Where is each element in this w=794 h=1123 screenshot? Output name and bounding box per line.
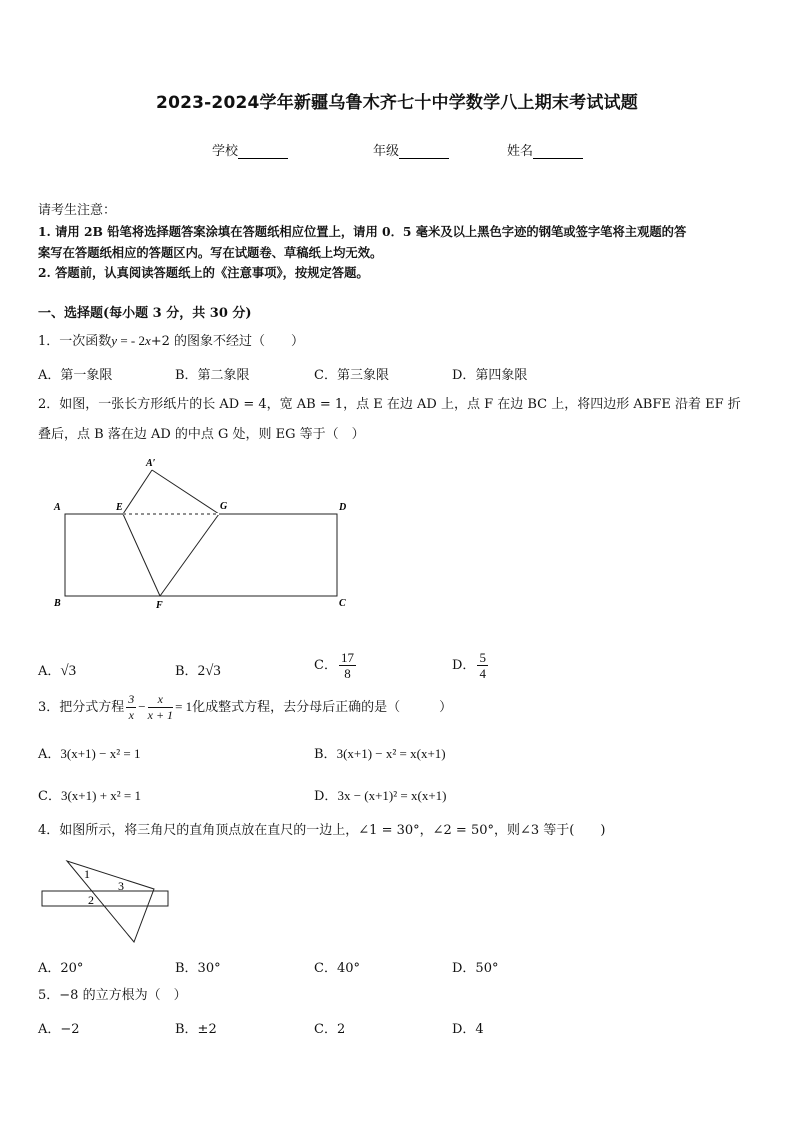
q2-segment-ea (123, 470, 152, 514)
q3-option-d-text: 3x − (x+1)² = x(x+1) (337, 788, 447, 803)
name-field (507, 140, 583, 159)
q2-option-d[interactable] (452, 650, 490, 681)
q4-ruler (42, 891, 168, 906)
q2-option-b[interactable] (175, 660, 221, 680)
q3-stem-pre: 3．把分式方程 (38, 700, 125, 715)
q2-option-c-num: 17 (340, 650, 354, 665)
q1-stem-post: +2 的图象不经过（ ） (150, 334, 305, 349)
q3-fraction-1 (126, 692, 136, 723)
q2-option-c[interactable] (314, 650, 358, 681)
school-field (212, 140, 288, 159)
q3-minus: − (138, 699, 146, 714)
q2-option-d-num: 5 (479, 650, 486, 665)
q1-stem (38, 331, 304, 352)
q2-stem-line-1: 2．如图，一张长方形纸片的长 AD = 4，宽 AB = 1，点 E 在边 AD 上，点 F 在边 BC 上，将四边形 ABFE 沿着 EF 折 (38, 397, 741, 412)
q3-option-a[interactable] (38, 743, 140, 762)
name-blank[interactable] (533, 145, 583, 159)
q3-fraction-2 (148, 692, 173, 723)
grade-label: 年级 (373, 144, 400, 159)
school-label: 学校 (212, 144, 239, 159)
q4-angle-3: 3 (118, 879, 124, 893)
q5-option-d[interactable]: D．4 (452, 1022, 484, 1037)
q3-option-c[interactable] (38, 785, 141, 804)
q3-option-b[interactable] (314, 743, 446, 762)
q3-stem-post: 化成整式方程，去分母后正确的是（ ） (192, 700, 453, 715)
q5-option-a[interactable]: A．−2 (38, 1022, 80, 1037)
page-title: 2023-2024学年新疆乌鲁木齐七十中学数学八上期末考试试题 (156, 93, 638, 113)
school-blank[interactable] (238, 145, 288, 159)
q2-option-b-value: 2√3 (197, 663, 221, 679)
q2-label-a: A (54, 502, 61, 513)
q2-option-d-den: 4 (479, 666, 486, 681)
q3-option-a-label: A． (38, 747, 61, 762)
q4-stem: 4．如图所示，将三角尺的直角顶点放在直尺的一边上，∠1 = 30°，∠2 = 50°，则∠3 等于( ) (38, 823, 606, 838)
q4-triangle (67, 861, 154, 942)
q1-var-x: x (144, 333, 151, 348)
q2-rectangle (65, 514, 337, 596)
q4-option-d[interactable]: D．50° (452, 961, 499, 976)
q2-option-c-den: 8 (344, 666, 351, 681)
q1-option-c[interactable]: C．第三象限 (314, 368, 389, 383)
grade-blank[interactable] (399, 145, 449, 159)
q3-option-d[interactable] (314, 785, 446, 804)
q3-f1-num: 3 (128, 692, 135, 706)
q3-f1-den: x (128, 708, 134, 722)
q2-option-b-label: B． (175, 664, 198, 679)
q1-stem-mid: = - 2 (117, 333, 145, 348)
q2-label-c: C (339, 598, 346, 609)
section-heading: 一、选择题(每小题 3 分，共 30 分) (38, 306, 252, 321)
q2-segment-ag (152, 470, 219, 514)
q2-option-a[interactable] (38, 660, 76, 680)
q1-var-y: y (111, 333, 118, 348)
q3-option-c-label: C． (38, 789, 61, 804)
q2-option-a-label: A． (38, 664, 61, 679)
q2-label-d: D (339, 502, 347, 513)
q3-f2-num: x (148, 692, 173, 708)
q2-label-g: G (220, 501, 228, 512)
q1-option-a[interactable]: A．第一象限 (38, 368, 113, 383)
q3-equals: = 1 (175, 699, 193, 714)
notice-line-2: 案写在答题纸相应的答题区内。写在试题卷、草稿纸上均无效。 (38, 245, 383, 260)
notice-line-3: 2. 答题前，认真阅读答题纸上的《注意事项》，按规定答题。 (38, 265, 369, 280)
q1-option-d[interactable]: D．第四象限 (452, 368, 528, 383)
q4-angle-2: 2 (88, 893, 94, 907)
q2-option-c-fraction (339, 650, 356, 681)
q3-option-d-label: D． (314, 789, 338, 804)
q1-stem-pre: 1．一次函数 (38, 334, 112, 349)
q4-figure (38, 855, 178, 947)
q3-option-c-text: 3(x+1) + x² = 1 (60, 788, 142, 803)
q2-stem-line-2: 叠后，点 B 落在边 AD 的中点 G 处，则 EG 等于（ ） (38, 427, 365, 442)
q5-option-b[interactable]: B．±2 (175, 1022, 217, 1037)
q5-option-c[interactable]: C．2 (314, 1022, 346, 1037)
q3-option-b-label: B． (314, 747, 337, 762)
q4-angle-1: 1 (84, 867, 90, 881)
q2-segment-gf (160, 514, 219, 596)
q2-label-e: E (116, 502, 123, 513)
q3-stem (38, 692, 452, 723)
q2-option-a-value: √3 (60, 663, 77, 679)
notice-line-1: 1. 请用 2B 铅笔将选择题答案涂填在答题纸相应位置上，请用 0．5 毫米及以上黑色字迹的钢笔或签字笔将主观题的答 (38, 224, 687, 239)
q2-option-c-label: C． (314, 658, 337, 673)
name-label: 姓名 (507, 144, 534, 159)
q4-option-a[interactable]: A．20° (38, 961, 84, 976)
q2-figure (40, 452, 370, 617)
q3-f2-den: x + 1 (147, 708, 174, 722)
q2-label-b: B (54, 598, 61, 609)
notice-heading: 请考生注意： (38, 203, 117, 218)
q1-option-b[interactable]: B．第二象限 (175, 368, 250, 383)
q4-option-b[interactable]: B．30° (175, 961, 221, 976)
q3-option-a-text: 3(x+1) − x² = 1 (60, 746, 141, 761)
q2-label-f: F (156, 600, 163, 611)
q2-option-d-label: D． (452, 658, 476, 673)
q4-option-c[interactable]: C．40° (314, 961, 360, 976)
q2-label-a-prime: A′ (146, 458, 156, 469)
q2-segment-ef (123, 514, 160, 596)
grade-field (373, 140, 449, 159)
q3-option-b-text: 3(x+1) − x² = x(x+1) (336, 746, 446, 761)
q2-option-d-fraction (477, 650, 488, 681)
q5-stem: 5．−8 的立方根为（ ） (38, 988, 187, 1003)
